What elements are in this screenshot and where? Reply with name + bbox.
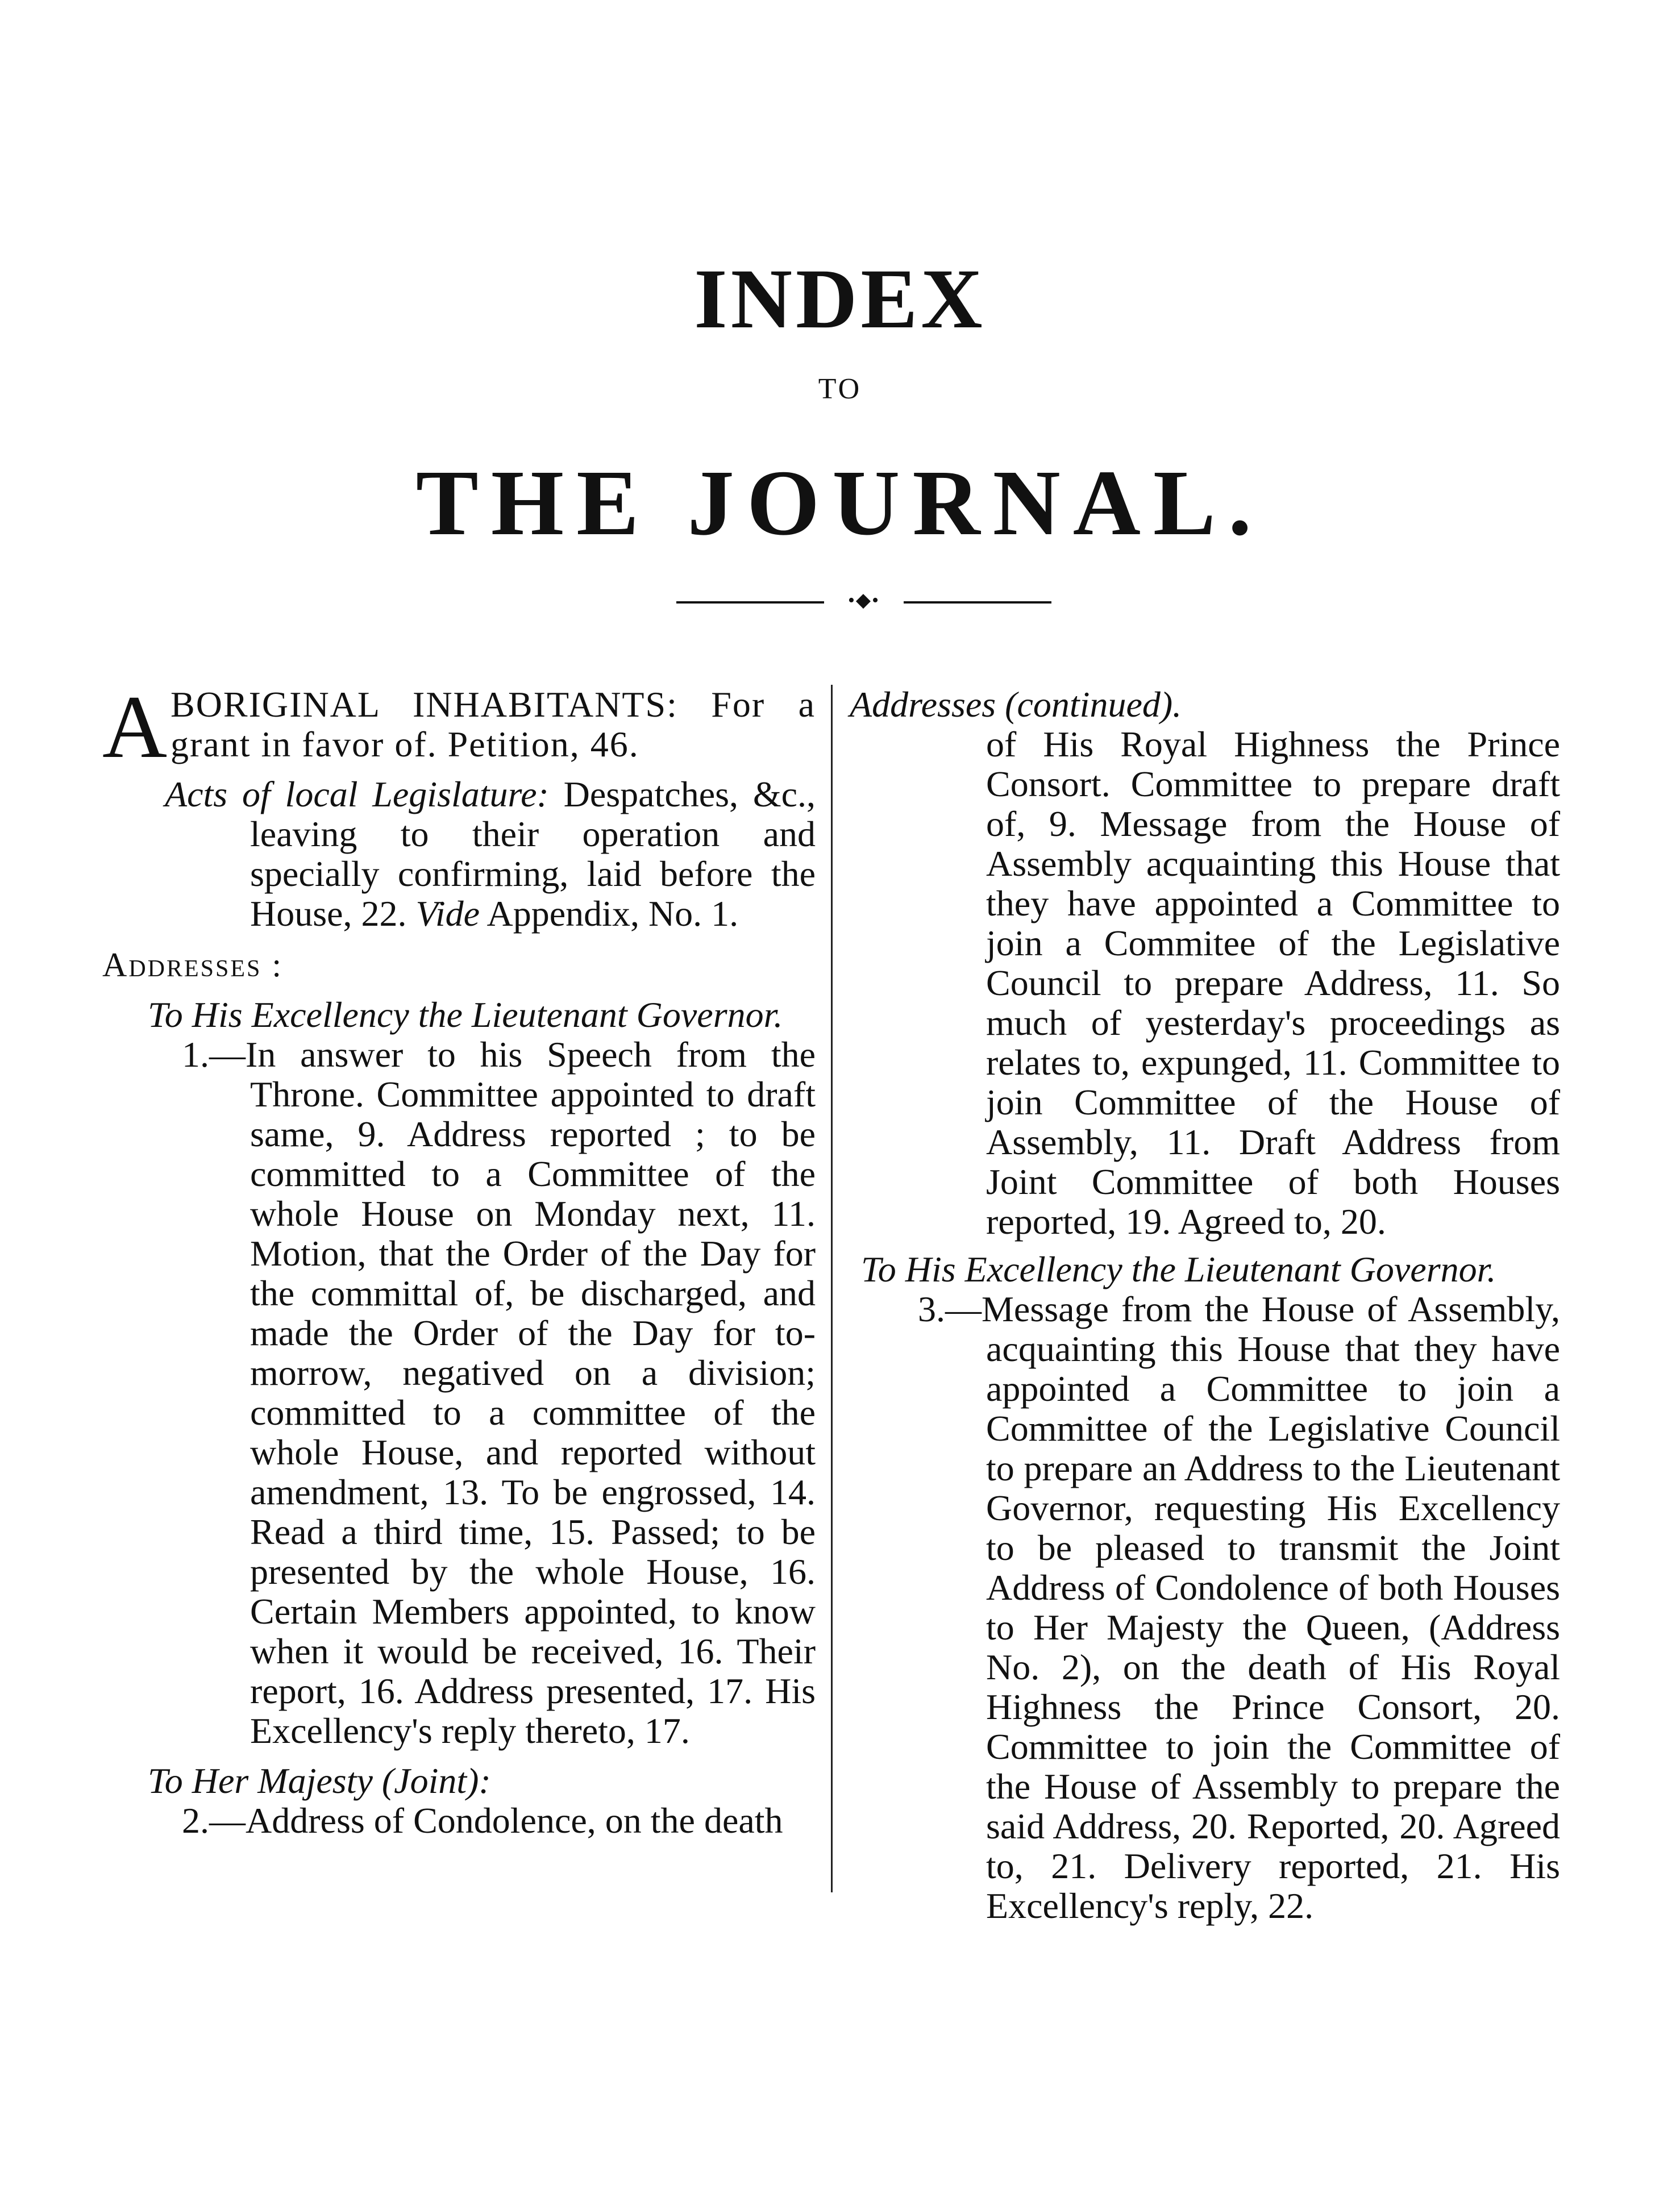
subheading-lieutenant-governor-2: To His Excellency the Lieutenant Governor.	[861, 1249, 1496, 1289]
title-connector: TO	[818, 373, 862, 405]
index-title: INDEX	[694, 252, 986, 346]
subheading-lieutenant-governor: To His Excellency the Lieutenant Governor.	[148, 994, 783, 1035]
entry-label: Acts of local Legislature:	[165, 774, 549, 814]
entry-tail: Appendix, No. 1.	[480, 893, 739, 934]
addresses-heading: Addresses :	[102, 946, 284, 984]
column-divider	[831, 685, 833, 1892]
entry-acts-local-legislature	[102, 775, 816, 934]
vide-label: Vide	[415, 893, 480, 934]
address-item-2-start: 2.—Address of Condolence, on the death	[182, 1800, 783, 1841]
address-item-3: 3.—Message from the House of Assembly, acquainting this House that they have appointed a Committee to join a Committee of the Legislative Council to prepare an Address to the Lieutenant Governor, requesting His Excellency to be pleased to transmit the Joint Address of Condolence of both Houses to Her Majesty the Queen, (Address No. 2), on the death of His Royal Highness the Prince Consort, 20. Committee to join the Committee of the House of Assembly to prepare the said Address, 20. Reported, 20. Agreed to, 21. Delivery reported, 21. His Excellency's reply, 22.	[918, 1289, 1560, 1926]
continued-heading: Addresses (continued).	[850, 684, 1182, 725]
ornament-line-right	[904, 601, 1051, 604]
entry-text: Despatches, &c., leaving to their operation and specially confirming, laid before the House, 22.	[250, 774, 816, 934]
address-item-2-continued: of His Royal Highness the Prince Consort. Committee to prepare draft of, 9. Message from the House of Assembly acquainting this House that they have appointed a Committee to join a Commitee of the Legislative Council to prepare Address, 11. So much of yesterday's proceedings as relates to, expunged, 11. Committee to join Committee of the House of Assembly, 11. Draft Address from Joint Committee of both Houses reported, 19. Agreed to, 20.	[986, 724, 1560, 1242]
right-column	[850, 685, 1560, 1926]
left-column	[102, 677, 816, 1841]
ornament-line-left	[676, 601, 824, 604]
journal-title: THE JOURNAL.	[415, 451, 1265, 555]
drop-cap: A	[102, 677, 168, 777]
entry-text: BORIGINAL INHABITANTS: For a grant in favor of. Petition, 46.	[171, 684, 816, 764]
entry-aboriginal-inhabitants	[102, 677, 816, 777]
address-item-1: 1.—In answer to his Speech from the Throne. Committee appointed to draft same, 9. Address reported ; to be committed to a Committee of the whole House on Monday next, 11. Motion, that the Order of the Day for the committal of, be discharged, and made the Order of the Day for to-morrow, negatived on a division; committed to a committee of the whole House, and reported without amendment, 13. To be engrossed, 14. Read a third time, 15. Passed; to be presented by the whole House, 16. Certain Members appointed, to know when it would be received, 16. Their report, 16. Address presented, 17. His Excellency's reply thereto, 17.	[182, 1034, 816, 1751]
ornament-center: •◆•	[848, 590, 880, 611]
subheading-her-majesty: To Her Majesty (Joint):	[148, 1761, 491, 1801]
ornamental-divider	[676, 590, 1051, 611]
